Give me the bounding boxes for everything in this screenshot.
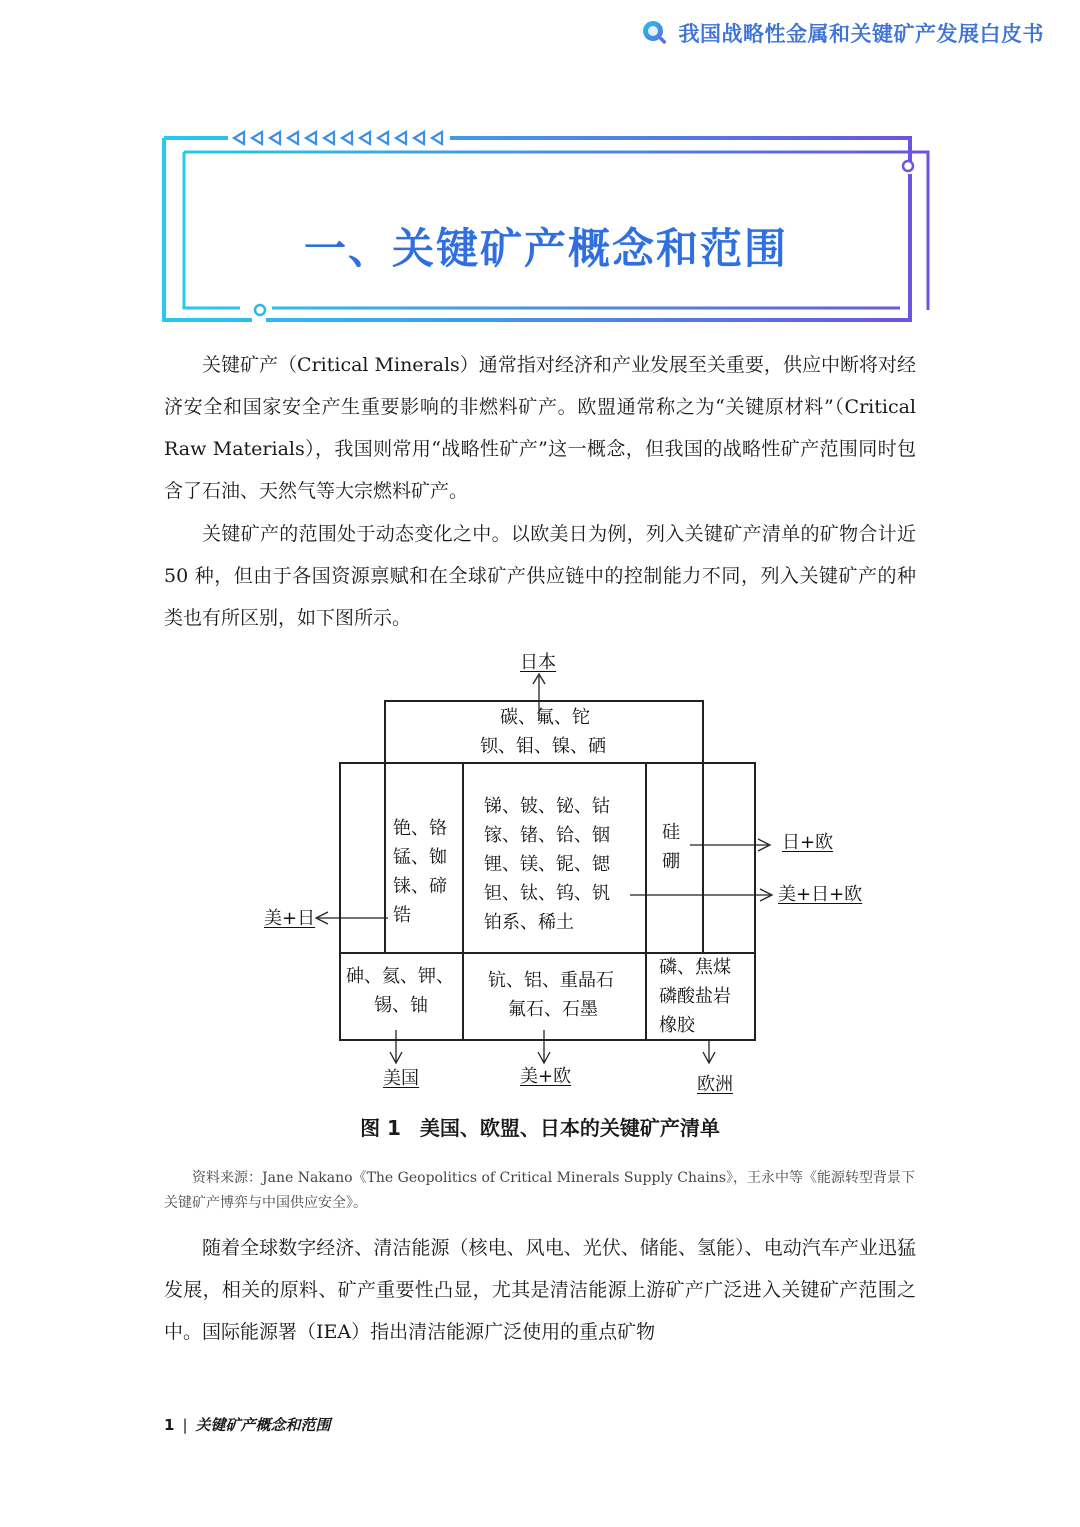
cell-us-japan-line-2: 锰、铷: [393, 847, 447, 868]
label-usa: 美国: [383, 1068, 419, 1089]
cell-eu-line-1: 磷、焦煤: [659, 957, 731, 978]
label-us-japan-eu: 美+日+欧: [778, 884, 863, 905]
cell-japan-eu-line-1: 硅: [662, 822, 680, 843]
cell-us-line-2: 锡、铀: [374, 995, 428, 1016]
label-us-japan: 美+日: [264, 908, 316, 929]
cell-all-line-4: 钽、钛、钨、钒: [484, 883, 610, 904]
figure-caption-text: 美国、欧盟、日本的关键矿产清单: [419, 1116, 720, 1140]
body-paragraph-3: 随着全球数字经济、清洁能源（核电、风电、光伏、储能、氢能）、电动汽车产业迅猛发展，相关的原料、矿产重要性凸显，尤其是清洁能源上游矿产广泛进入关键矿产范围之中。国际能源署（IEA）指出清洁能源广泛使用的重点矿物: [164, 1237, 916, 1343]
chapter-banner: [160, 128, 932, 328]
source-note: 资料来源：Jane Nakano《The Geopolitics of Critical Minerals Supply Chains》，王永中等《能源转型背景下关键矿产博弈与中国供应安全》。: [164, 1170, 916, 1211]
label-japan: 日本: [520, 652, 556, 673]
page-number: 1: [164, 1415, 175, 1434]
figure-caption: [0, 1112, 1080, 1141]
magnifier-logo-icon: [641, 19, 669, 47]
cell-eu-line-2: 磷酸盐岩: [659, 986, 731, 1007]
label-europe: 欧洲: [697, 1074, 733, 1095]
footer-chapter-title: 关键矿产概念和范围: [195, 1416, 331, 1434]
chapter-title: 一、关键矿产概念和范围: [303, 224, 788, 273]
cell-us-line-1: 砷、氦、钾、: [346, 966, 454, 987]
cell-us-eu-line-1: 钪、铝、重晶石: [488, 970, 614, 991]
running-header: [641, 18, 1045, 48]
cell-japan-line-1: 碳、氟、铊: [500, 707, 590, 728]
cell-eu-line-3: 橡胶: [659, 1015, 695, 1036]
cell-all-line-3: 锂、镁、铌、锶: [484, 854, 610, 875]
body-paragraph-2: 关键矿产的范围处于动态变化之中。以欧美日为例，列入关键矿产清单的矿物合计近 50 种，但由于各国资源禀赋和在全球矿产供应链中的控制能力不同，列入关键矿产的种类也有所区别，如下图所示。: [164, 523, 916, 629]
body-paragraph-1: 关键矿产（Critical Minerals）通常指对经济和产业发展至关重要，供应中断将对经济安全和国家安全产生重要影响的非燃料矿产。欧盟通常称之为“关键原材料”（Critical Raw Materials），我国则常用“战略性矿产”这一概念，但我国的战略性矿产范围同时包含了石油、天然气等大宗燃料矿产。: [164, 354, 916, 502]
cell-japan-eu-line-2: 硼: [662, 851, 680, 872]
page-footer: [164, 1414, 331, 1435]
cell-all-line-1: 锑、铍、铋、钴: [484, 796, 610, 817]
cell-all-line-2: 镓、锗、铪、铟: [484, 825, 610, 846]
label-japan-eu: 日+欧: [782, 832, 834, 853]
cell-us-japan-line-4: 锆: [393, 905, 411, 926]
cell-japan-line-2: 钡、钼、镍、硒: [480, 736, 606, 757]
cell-us-eu-line-2: 氟石、石墨: [508, 999, 598, 1020]
label-us-eu: 美+欧: [520, 1066, 572, 1087]
footer-separator: |: [182, 1415, 188, 1434]
document-title: 我国战略性金属和关键矿产发展白皮书: [678, 22, 1044, 46]
cell-us-japan-line-3: 铼、碲: [393, 876, 447, 897]
figure-number: 图 1: [360, 1116, 401, 1140]
cell-us-japan-line-1: 铯、铬: [393, 818, 447, 839]
cell-all-line-5: 铂系、稀土: [484, 912, 574, 933]
